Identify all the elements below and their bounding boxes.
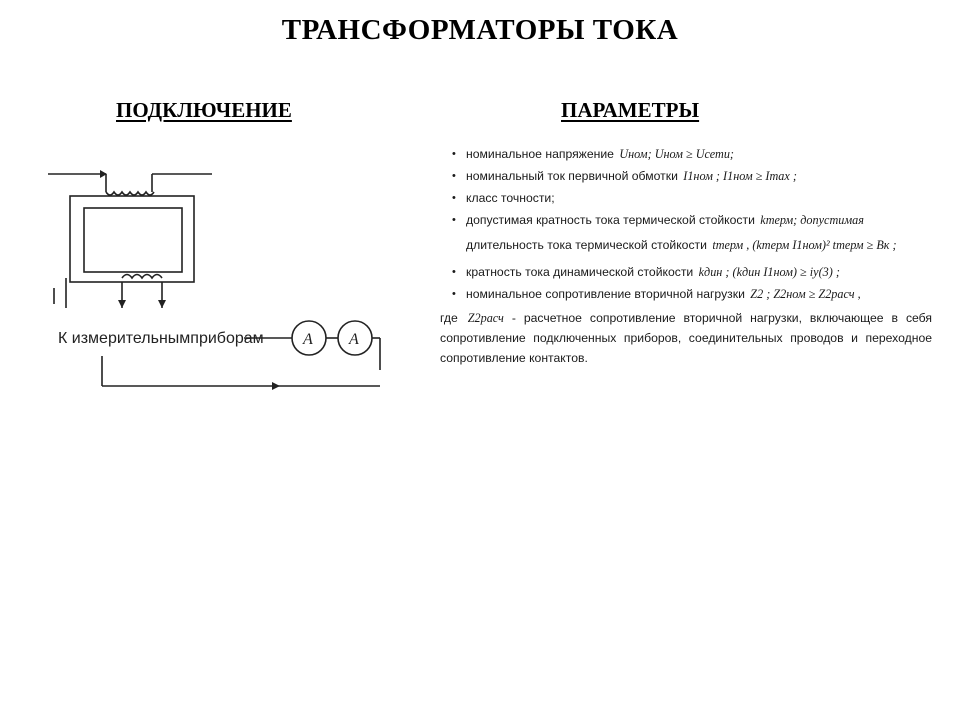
note-calculated-resistance [440,308,932,368]
param-nominal-voltage: • номинальное напряжение Uном; Uном ≥ Uсети; [440,146,932,162]
note-text: - расчетное сопротивление вторичной нагрузки, включающее в себя сопротивление подключенных приборов, соединительных проводов и переходное сопротивление контактов. [440,311,932,365]
connection-heading: ПОДКЛЮЧЕНИЕ [116,98,292,122]
secondary-lead-left-arrow [118,300,126,308]
note-prefix: где [440,311,458,325]
diagram-caption: К измерительнымприборам [58,330,264,347]
parameters-heading: ПАРАМЕТРЫ [561,98,700,122]
formula-thermal-duration: tтерм , (kтерм I1ном)² tтерм ≥ Bк ; [712,238,897,252]
param-dynamic-stability: • кратность тока динамической стойкости kдин ; (kдин I1ном) ≥ iу(3) ; [440,264,932,280]
primary-winding [106,192,154,195]
param-secondary-load: • номинальное сопротивление вторичной нагрузки Z2 ; Z2ном ≥ Z2расч , [440,286,932,302]
thermal-duration-line: длительность тока термической стойкости tтерм , (kтерм I1ном)² tтерм ≥ Bк ; [466,238,897,252]
core-outer [70,196,194,282]
connection-diagram [40,160,400,400]
secondary-lead-right-arrow [158,300,166,308]
parameters-list [440,146,932,368]
core-inner [84,208,182,272]
param-thermal-stability: • допустимая кратность тока термической стойкости kтерм; допустимая [440,212,932,228]
formula-thermal: kтерм; допустимая [760,213,864,227]
secondary-winding [122,275,162,279]
ammeter-2-label: A [349,331,359,348]
return-arrow [272,382,280,390]
param-accuracy-class: • класс точности; [440,190,932,206]
param-nominal-current: • номинальный ток первичной обмотки I1ном ; I1ном ≥ Imax ; [440,168,932,184]
ammeter-1-label: A [303,331,313,348]
formula-voltage: Uном; Uном ≥ Uсети; [619,147,734,161]
formula-dynamic: kдин ; (kдин I1ном) ≥ iу(3) ; [698,265,840,279]
formula-current: I1ном ; I1ном ≥ Imax ; [683,169,797,183]
formula-secondary-load: Z2 ; Z2ном ≥ Z2расч , [750,287,861,301]
note-symbol: Z2расч [467,311,504,325]
slide-title: ТРАНСФОРМАТОРЫ ТОКА [281,14,679,46]
